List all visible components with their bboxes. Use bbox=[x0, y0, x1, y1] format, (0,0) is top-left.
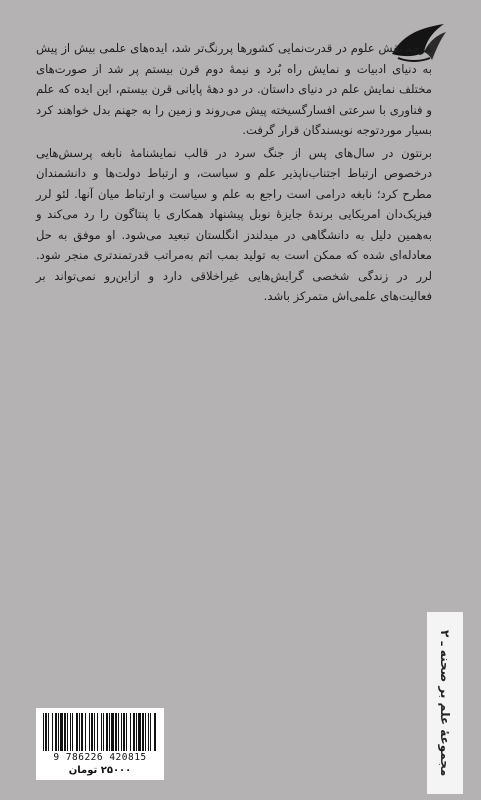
blurb-paragraph-2: برنتون در سال‌های پس از جنگ سرد در قالب نمایشنامهٔ نابغه پرسش‌هایی درخصوص ارتباط اجتناب‌ناپذیر علم و سیاست، و ارتباط دولت‌ها و دانشمندان مطرح کرد؛ نابغه درامی است راجع به علم و سیاست و ارتباط میان آنها. لئو لرر فیزیک‌دان امریکایی برندهٔ جایزهٔ نوبل پیشنهاد همکاری با پنتاگون را رد می‌کند و به‌همین دلیل به دانشگاهی در میدلندز انگلستان تبعید می‌شود. او موفق به حل معادله‌ای شده که ممکن است به تولید بمب اتم به‌مراتب قدرتمندتری منجر شود. لرر در زندگی شخصی گرایش‌هایی غیراخلاقی دارد و ازاین‌رو نمی‌تواند بر فعالیت‌های علمی‌اش متمرکز باشد. bbox=[36, 145, 432, 303]
series-label-box bbox=[427, 612, 463, 794]
back-cover-blurb bbox=[36, 38, 432, 307]
barcode-bars bbox=[42, 713, 158, 751]
price-label: ۲۵۰۰۰ تومان bbox=[68, 765, 132, 776]
barcode-label bbox=[36, 708, 164, 780]
blurb-paragraph-1: هرچه نقش علوم در قدرت‌نمایی کشورها پررنگ‌تر شد، ایده‌های علمی بیش از پیش به دنیای ادبیات و نمایش راه بُرد و نیمهٔ دوم قرن بیستم پر شد از صورت‌های مختلف نمایش علم در دنیای داستان. در دو دههٔ پایانی قرن بیستم، این ایده که علم و فناوری با سرعتی افسارگسیخته پیش می‌روند و زمین را به جهنم بدل خواهند کرد بسیار موردتوجه نویسندگان قرار گرفت. bbox=[36, 41, 432, 137]
isbn-number: 9 786226 420815 bbox=[53, 752, 147, 763]
series-title: مجموعهٔ علم بر صحنه ـ ۲ bbox=[438, 629, 452, 777]
